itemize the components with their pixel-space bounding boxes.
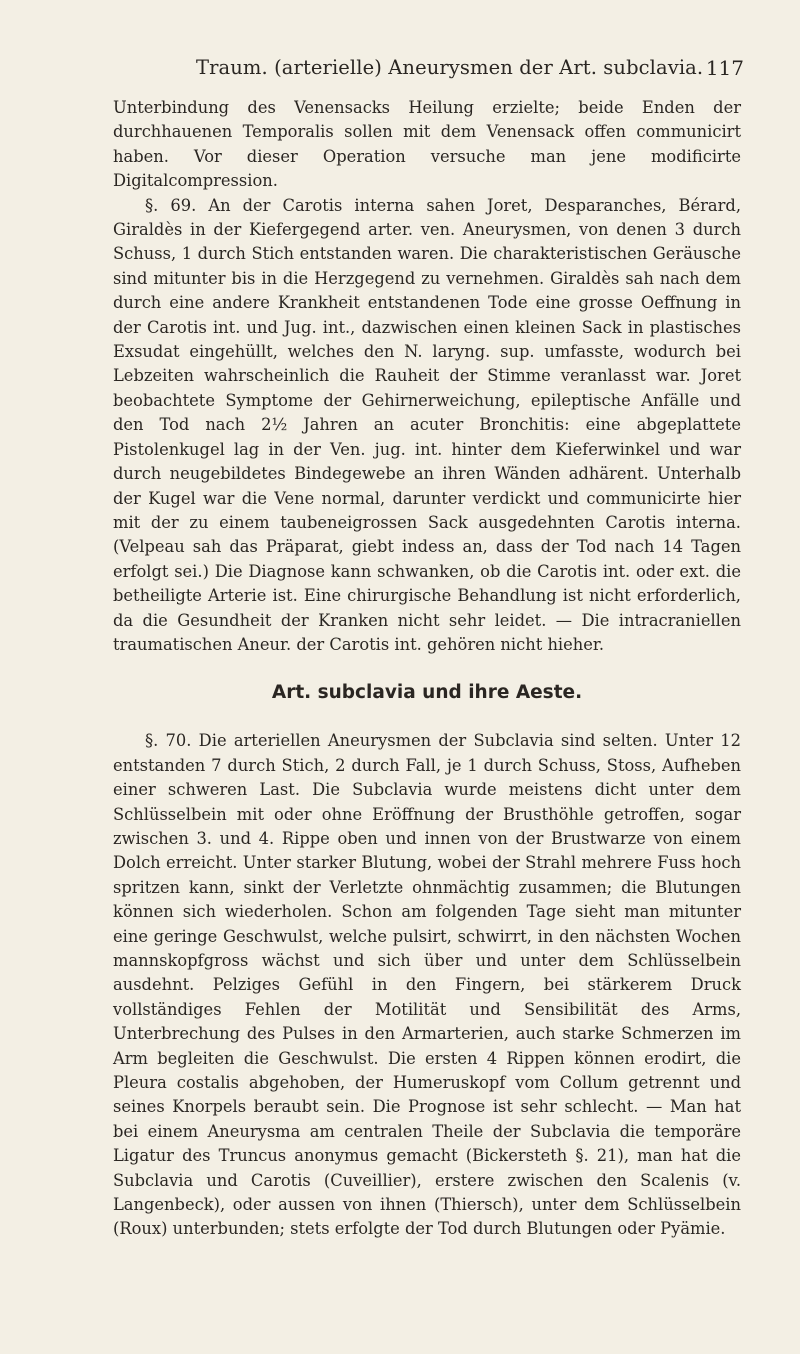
section-heading: Art. subclavia und ihre Aeste.: [271, 682, 583, 704]
running-head: Traum. (arterielle) Aneurysmen der Art. subclavia.: [196, 56, 704, 79]
paragraph-section-70: §. 70. Die arteriellen Aneurysmen der Subclavia sind selten. Unter 12 entstanden 7 durch Stich, 2 durch Fall, je 1 durch Schuss, Stoss, Aufheben einer schweren Last. Die Subclavia wurde meistens dicht unter dem Schlüsselbein mit oder ohne Eröffnung der Brusthöhle getroffen, sogar zwischen 3. und 4. Rippe oben und innen von der Brustwarze von einem Dolch erreicht. Unter starker Blutung, wobei der Strahl mehrere Fuss hoch spritzen kann, sinkt der Verletzte ohnmächtig zusammen; die Blutungen können sich wiederholen. Schon am folgenden Tage sieht man mitunter eine geringe Geschwulst, welche pulsirt, schwirrt, in den nächsten Wochen mannskopfgross wächst und sich über und unter dem Schlüsselbein ausdehnt. Pelziges Gefühl in den Fingern, bei stärkerem Druck vollständiges Fehlen der Motilität und Sensibilität des Arms, Unterbrechung des Pulses in den Armarterien, auch starke Schmerzen im Arm begleiten die Geschwulst. Die ersten 4 Rippen können erodirt, die Pleura costalis abgehoben, der Humeruskopf vom Collum getrennt und seines Knorpels beraubt sein. Die Prognose ist sehr schlecht. — Man hat bei einem Aneurysma am centralen Theile der Subclavia die temporäre Ligatur des Truncus anonymus gemacht (Bickersteth §. 21), man hat die Subclavia und Carotis (Cuveillier), erstere zwischen den Scalenis (v. Langenbeck), oder aussen von ihnen (Thiersch), unter dem Schlüsselbein (Roux) unterbunden; stets erfolgte der Tod durch Blutungen oder Pyämie.: [113, 731, 741, 1239]
page-number: 117: [705, 56, 744, 80]
paragraph-continuation: Unterbindung des Venensacks Heilung erzielte; beide Enden der durchhauenen Temporalis sollen mit dem Venensack offen communicirt haben. Vor dieser Operation versuche man jene modificirte Digitalcompression.: [113, 98, 741, 191]
body-text: [113, 96, 741, 1242]
paragraph-section-69: §. 69. An der Carotis interna sahen Joret, Desparanches, Bérard, Giraldès in der Kiefergegend arter. ven. Aneurysmen, von denen 3 durch Schuss, 1 durch Stich entstanden waren. Die charakteristischen Geräusche sind mitunter bis in die Herzgegend zu vernehmen. Giraldès sah nach dem durch eine andere Krankheit entstandenen Tode eine grosse Oeffnung in der Carotis int. und Jug. int., dazwischen einen kleinen Sack in plastisches Exsudat eingehüllt, welches den N. laryng. sup. umfasste, wodurch bei Lebzeiten wahrscheinlich die Rauheit der Stimme veranlasst war. Joret beobachtete Symptome der Gehirnerweichung, epileptische Anfälle und den Tod nach 2½ Jahren an acuter Bronchitis: eine abgeplattete Pistolenkugel lag in der Ven. jug. int. hinter dem Kieferwinkel und war durch neugebildetes Bindegewebe an ihren Wänden adhärent. Unterhalb der Kugel war die Vene normal, darunter verdickt und communicirte hier mit der zu einem taubeneigrossen Sack ausgedehnten Carotis interna. (Velpeau sah das Präparat, giebt indess an, dass der Tod nach 14 Tagen erfolgt sei.) Die Diagnose kann schwanken, ob die Carotis int. oder ext. die betheiligte Arterie ist. Eine chirurgische Behandlung ist nicht erforderlich, da die Gesundheit der Kranken nicht sehr leidet. — Die intracraniellen traumatischen Aneur. der Carotis int. gehören nicht hieher.: [113, 195, 741, 654]
